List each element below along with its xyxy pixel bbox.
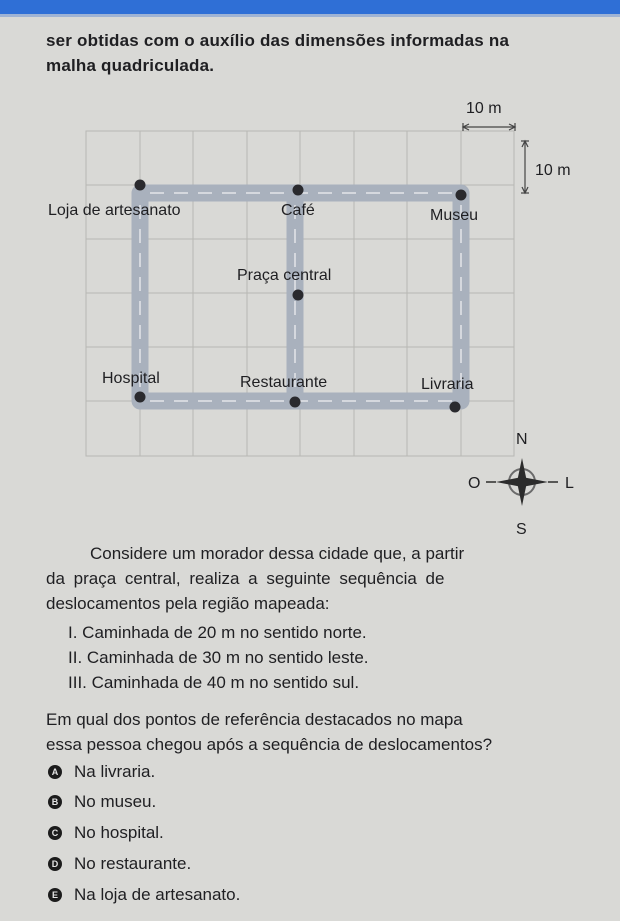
dot-cafe: [293, 185, 304, 196]
intro-line-1: ser obtidas com o auxílio das dimensões informadas na: [46, 31, 510, 50]
compass-rose: [468, 431, 574, 538]
option-b-text: No museu.: [74, 792, 157, 811]
compass-east: L: [565, 475, 574, 492]
label-restaurante: Restaurante: [240, 374, 328, 391]
option-a-text: Na livraria.: [74, 762, 156, 781]
dot-restaurante: [290, 397, 301, 408]
scale-horizontal-arrow: [463, 123, 515, 131]
dot-livraria: [450, 402, 461, 413]
dot-hospital: [135, 392, 146, 403]
option-c[interactable]: [46, 821, 164, 845]
option-d-text: No restaurante.: [74, 854, 192, 873]
option-a[interactable]: [46, 760, 155, 784]
step-2: II. Caminhada de 30 m no sentido leste.: [68, 648, 369, 667]
label-livraria: Livraria: [421, 376, 474, 393]
dot-praca: [293, 290, 304, 301]
compass-south: S: [516, 521, 527, 538]
option-b[interactable]: [46, 790, 156, 814]
option-e-badge: E: [48, 888, 62, 902]
dot-artesanato: [135, 180, 146, 191]
step-1: I. Caminhada de 20 m no sentido norte.: [68, 623, 367, 642]
option-c-text: No hospital.: [74, 823, 164, 842]
question-line-2: da praça central, realiza a seguinte sequência de: [46, 569, 445, 588]
option-d-badge: D: [48, 857, 62, 871]
label-artesanato: Loja de artesanato: [48, 202, 181, 219]
compass-north: N: [516, 431, 528, 448]
step-3: III. Caminhada de 40 m no sentido sul.: [68, 673, 360, 692]
question-line-1: Considere um morador dessa cidade que, a partir: [90, 544, 465, 563]
compass-ew-needle: [496, 477, 548, 487]
option-a-badge: A: [48, 765, 62, 779]
label-praca: Praça central: [237, 267, 332, 284]
scale-vertical-label: 10 m: [535, 162, 571, 179]
prompt-line-2: essa pessoa chegou após a sequência de deslocamentos?: [46, 735, 493, 754]
option-e-text: Na loja de artesanato.: [74, 885, 241, 904]
prompt-line-1: Em qual dos pontos de referência destacados no mapa: [46, 710, 463, 729]
compass-west: O: [468, 475, 481, 492]
option-c-badge: C: [48, 826, 62, 840]
scale-vertical-arrow: [521, 141, 529, 193]
option-d[interactable]: [46, 852, 191, 876]
label-hospital: Hospital: [102, 370, 160, 387]
intro-line-2: malha quadriculada.: [46, 56, 215, 75]
question-line-3: deslocamentos pela região mapeada:: [46, 594, 330, 613]
option-e[interactable]: [46, 883, 240, 907]
label-museu: Museu: [430, 207, 479, 224]
label-cafe: Café: [281, 202, 315, 219]
dot-museu: [456, 190, 467, 201]
option-b-badge: B: [48, 795, 62, 809]
scale-horizontal-label: 10 m: [466, 100, 502, 117]
